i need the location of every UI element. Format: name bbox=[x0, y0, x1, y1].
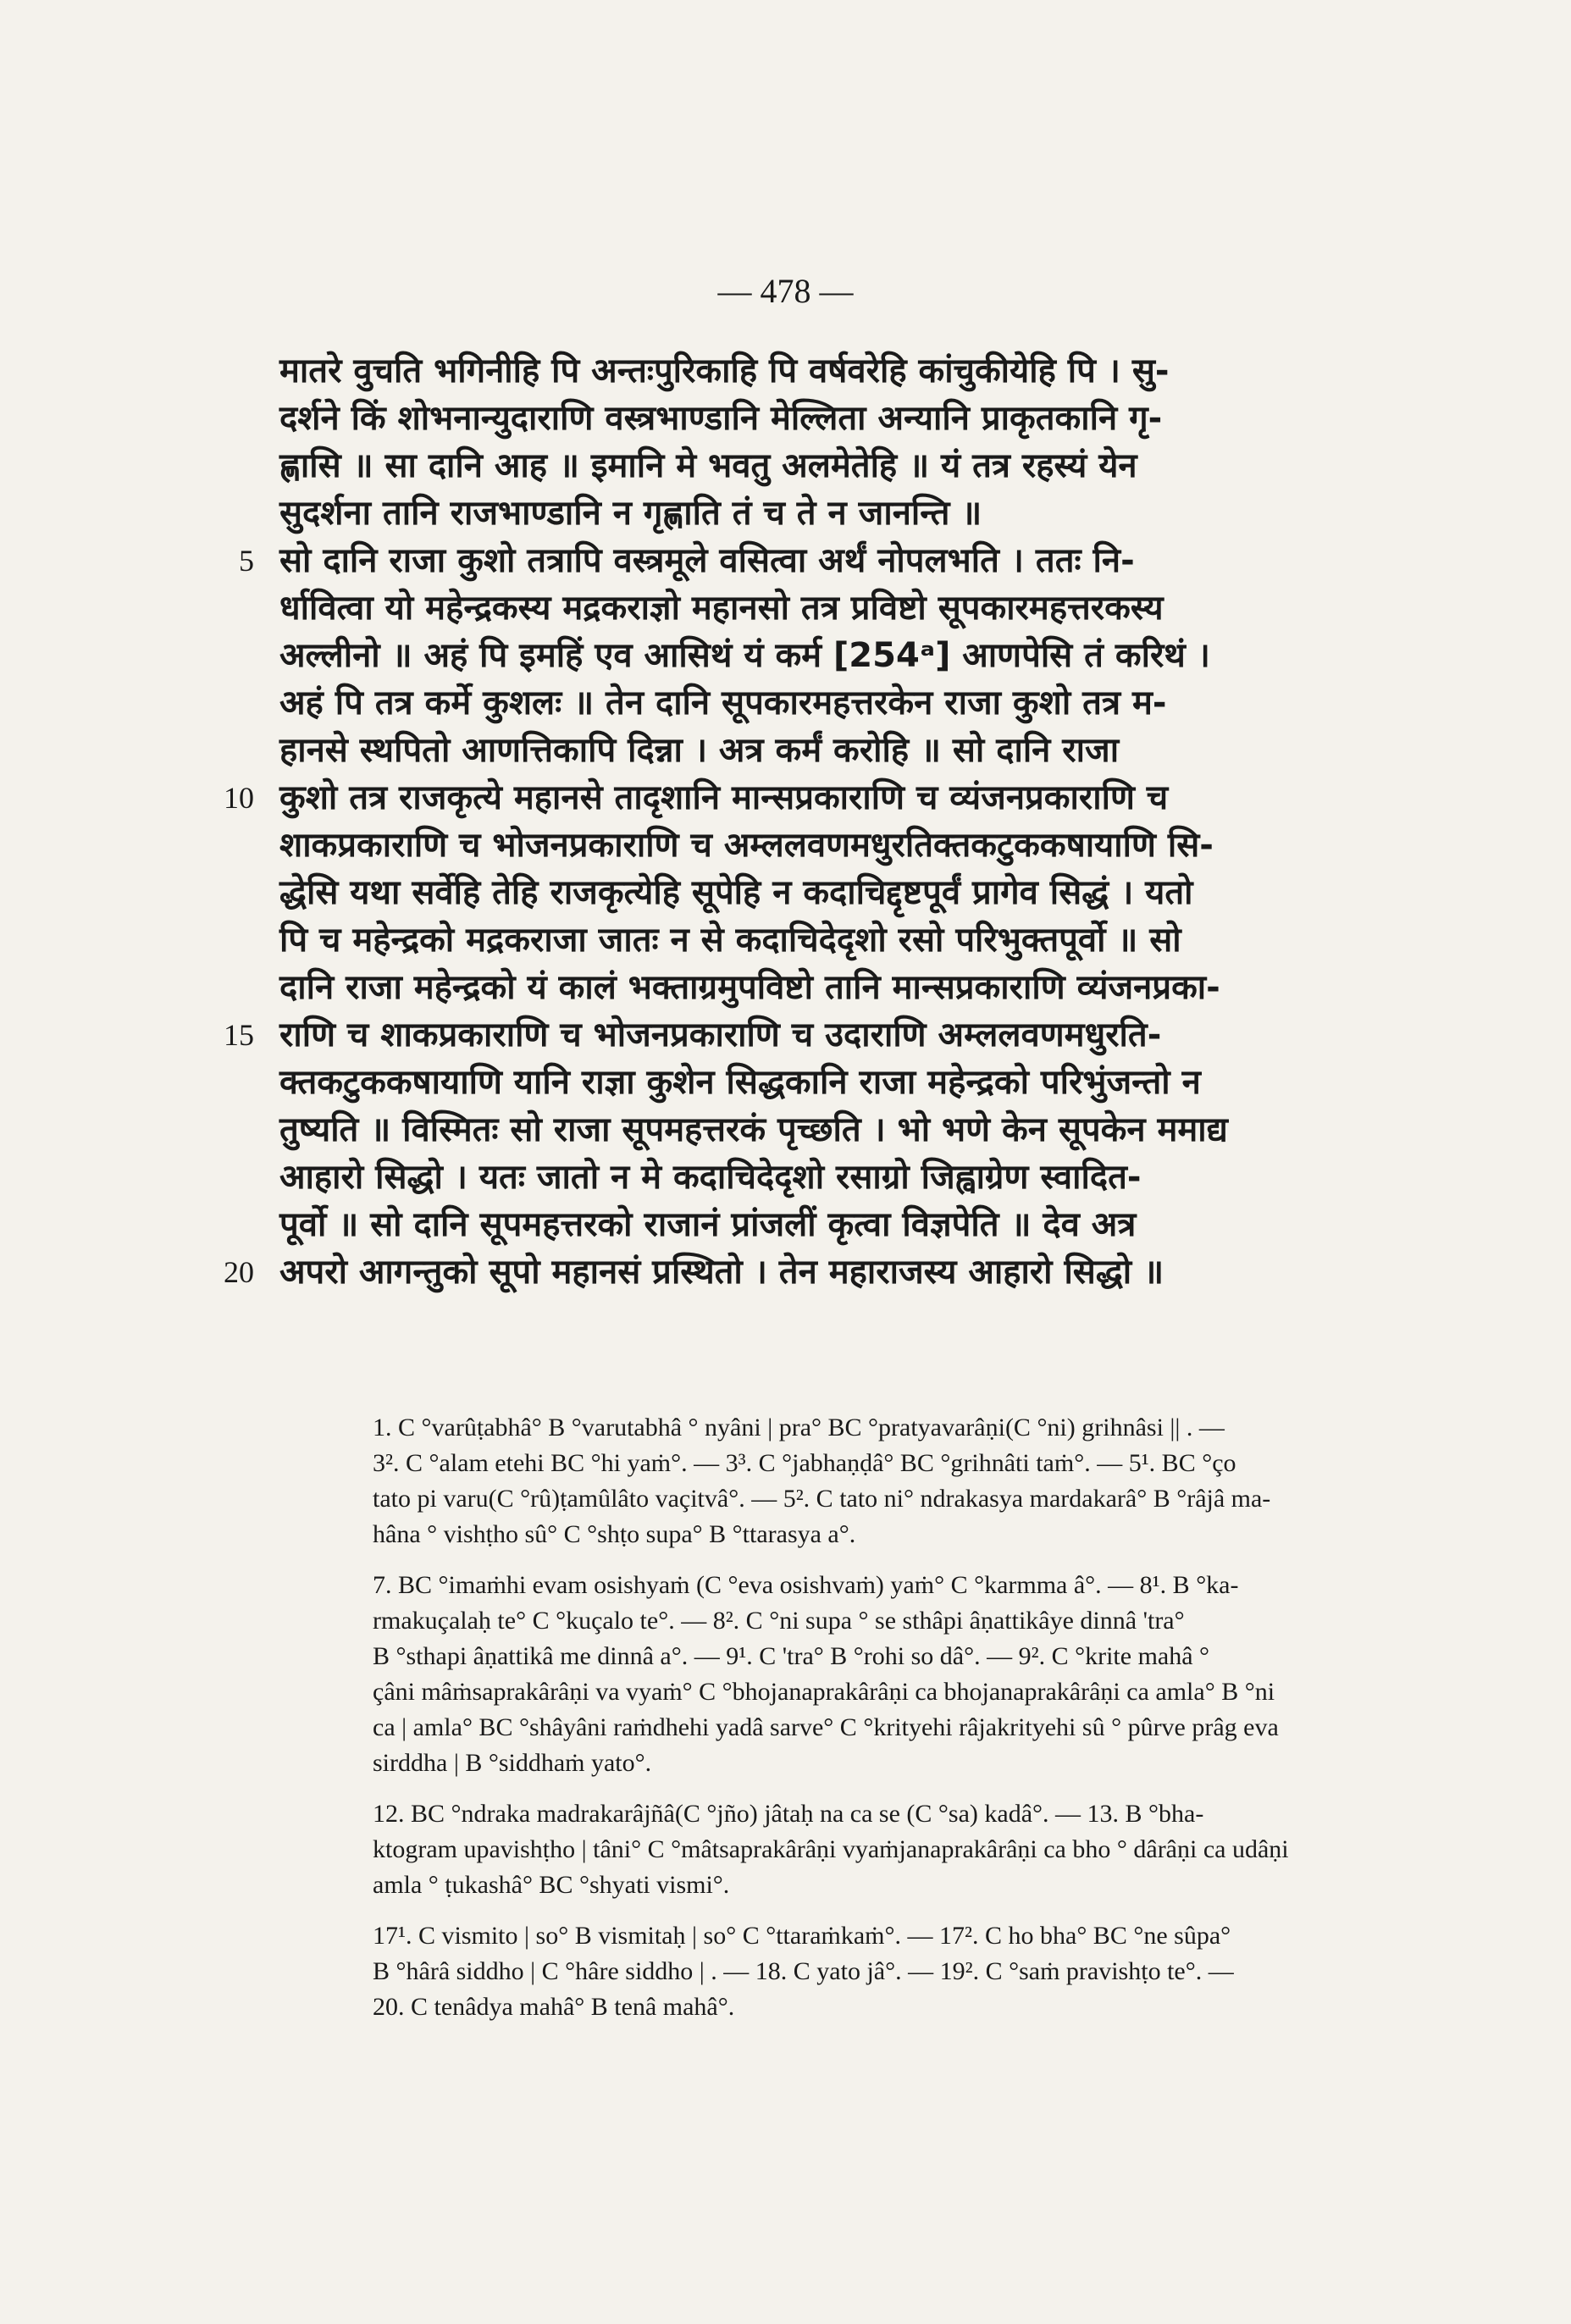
line-number: 5 bbox=[239, 544, 254, 578]
line-text: आहारो सिद्धो । यतः जातो न मे कदाचिदेदृशो रसाग्रो जिह्वाग्रेण स्वादित- bbox=[279, 1158, 1142, 1197]
line-text: सुदर्शना तानि राजभाण्डानि न गृह्णाति तं च ते न जानन्ति ॥ bbox=[279, 494, 982, 533]
line-number: 20 bbox=[224, 1255, 254, 1289]
footnote-line: ktogram upavishṭho | tâni° C °mâtsaprakârâṇi vyaṁjanaprakârâṇi ca bho ° dârâṇi ca udâṇi bbox=[373, 1835, 1289, 1863]
line-text: मातरे वुचति भगिनीहि पि अन्तःपुरिकाहि पि वर्षवरेहि कांचुकीयेहि पि । सु- bbox=[279, 351, 1170, 390]
text-line bbox=[279, 916, 1440, 964]
text-line bbox=[279, 1059, 1440, 1106]
footnote-group bbox=[373, 1568, 1423, 1781]
footnote-line: ca | amla° BC °shâyâni raṁdhehi yadâ sarve° C °krityehi râjakrityehi sû ° pûrve prâg eva bbox=[373, 1713, 1279, 1741]
text-line bbox=[239, 537, 1440, 584]
line-number: 15 bbox=[224, 1018, 254, 1052]
text-line bbox=[279, 869, 1440, 916]
text-line bbox=[279, 632, 1440, 679]
text-line bbox=[279, 1106, 1440, 1154]
footnote-line: 1. C °varûṭabhâ° B °varutabhâ ° nyâni | pra° BC °pratyavarâṇi(C °ni) grihnâsi || . — bbox=[373, 1414, 1225, 1441]
text-line bbox=[279, 727, 1440, 774]
footnote-line: B °sthapi âṇattikâ me dinnâ a°. — 9¹. C 'tra° B °rohi so dâ°. — 9². C °krite mahâ ° bbox=[373, 1642, 1210, 1670]
footnote-line: 3². C °alam etehi BC °hi yaṁ°. — 3³. C °jabhaṇḍâ° BC °grihnâti taṁ°. — 5¹. BC °ço bbox=[373, 1449, 1236, 1477]
footnote-line: hâna ° vishṭho sû° C °shṭo supa° B °ttarasya a°. bbox=[373, 1520, 856, 1548]
text-line bbox=[279, 1201, 1440, 1248]
footnote-group bbox=[373, 1918, 1423, 2025]
text-line bbox=[279, 679, 1440, 727]
line-text: कुशो तत्र राजकृत्ये महानसे तादृशानि मान्सप्रकाराणि च व्यंजनप्रकाराणि च bbox=[279, 778, 1169, 817]
line-text: राणि च शाकप्रकाराणि च भोजनप्रकाराणि च उदाराणि अम्ललवणमधुरति- bbox=[279, 1015, 1162, 1054]
text-line bbox=[279, 1154, 1440, 1201]
text-line bbox=[279, 395, 1440, 442]
text-line bbox=[279, 822, 1440, 869]
line-text: दानि राजा महेन्द्रको यं कालं भक्ताग्रमुपविष्टो तानि मान्सप्रकाराणि व्यंजनप्रका- bbox=[279, 968, 1220, 1007]
page-number: — 478 — bbox=[717, 272, 854, 310]
text-line bbox=[224, 774, 1440, 822]
text-line bbox=[279, 490, 1440, 537]
line-text: दर्शने किं शोभनान्युदाराणि वस्त्रभाण्डानि मेल्लिता अन्यानि प्राकृतकानि गृ- bbox=[279, 399, 1163, 438]
line-text: ह्णासि ॥ सा दानि आह ॥ इमानि मे भवतु अलमेतेहि ॥ यं तत्र रहस्यं येन bbox=[279, 446, 1137, 485]
line-text: पूर्वो ॥ सो दानि सूपमहत्तरको राजानं प्रांजलीं कृत्वा विज्ञपेति ॥ देव अत्र bbox=[279, 1205, 1137, 1244]
line-text: क्तकटुककषायाणि यानि राज्ञा कुशेन सिद्धकानि राजा महेन्द्रको परिभुंजन्तो न bbox=[279, 1063, 1201, 1102]
line-text: पि च महेन्द्रको मद्रकराजा जातः न से कदाचिदेदृशो रसो परिभुक्तपूर्वो ॥ सो bbox=[279, 921, 1181, 960]
main-text bbox=[224, 347, 1440, 1296]
footnote-line: 20. C tenâdya mahâ° B tenâ mahâ°. bbox=[373, 1993, 735, 2021]
footnote-group bbox=[373, 1410, 1423, 1552]
footnote-line: çâni mâṁsaprakârâṇi va vyaṁ° C °bhojanaprakârâṇi ca bhojanaprakârâṇi ca amla° B °ni bbox=[373, 1678, 1275, 1706]
line-number: 10 bbox=[224, 781, 254, 815]
footnote-line: 7. BC °imaṁhi evam osishyaṁ (C °eva osishvaṁ) yaṁ° C °karmma â°. — 8¹. B °ka- bbox=[373, 1571, 1239, 1599]
line-text: तुष्यति ॥ विस्मितः सो राजा सूपमहत्तरकं पृच्छति । भो भणे केन सूपकेन ममाद्य bbox=[279, 1110, 1228, 1149]
line-text: र्धावित्वा यो महेन्द्रकस्य मद्रकराज्ञो महानसो तत्र प्रविष्टो सूपकारमहत्तरकस्य bbox=[279, 589, 1164, 628]
line-text: अहं पि तत्र कर्मे कुशलः ॥ तेन दानि सूपकारमहत्तरकेन राजा कुशो तत्र म- bbox=[279, 683, 1167, 722]
footnote-line: B °hârâ siddho | C °hâre siddho | . — 18. C yato jâ°. — 19². C °saṁ pravishṭo te°. — bbox=[373, 1957, 1234, 1985]
footnote-group bbox=[373, 1796, 1423, 1903]
footnote-line: amla ° ṭukashâ° BC °shyati vismi°. bbox=[373, 1871, 730, 1899]
text-line bbox=[279, 964, 1440, 1011]
text-line bbox=[279, 442, 1440, 490]
footnote-line: sirddha | B °siddhaṁ yato°. bbox=[373, 1749, 652, 1777]
footnotes bbox=[373, 1410, 1423, 2040]
line-text: अपरो आगन्तुको सूपो महानसं प्रस्थितो । तेन महाराजस्य आहारो सिद्धो ॥ bbox=[279, 1253, 1164, 1292]
text-line bbox=[224, 1011, 1440, 1059]
footnote-line: 12. BC °ndraka madrakarâjñâ(C °jño) jâtaḥ na ca se (C °sa) kadâ°. — 13. B °bha- bbox=[373, 1800, 1204, 1828]
line-text: द्धेसि यथा सर्वेहि तेहि राजकृत्येहि सूपेहि न कदाचिद्दृष्टपूर्वं प्रागेव सिद्धं । यतो bbox=[279, 873, 1193, 912]
footnote-line: 17¹. C vismito | so° B vismitaḥ | so° C °ttaraṁkaṁ°. — 17². C ho bha° BC °ne sûpa° bbox=[373, 1922, 1231, 1950]
line-text: अल्लीनो ॥ अहं पि इमहिं एव आसिथं यं कर्म [254ᵃ] आणपेसि तं करिथं । bbox=[279, 636, 1210, 675]
footnote-line: tato pi varu(C °rû)ṭamûlâto vaçitvâ°. — 5². C tato ni° ndrakasya mardakarâ° B °râjâ ma- bbox=[373, 1485, 1271, 1513]
line-text: सो दानि राजा कुशो तत्रापि वस्त्रमूले वसित्वा अर्थं नोपलभति । ततः नि- bbox=[279, 541, 1135, 580]
line-text: शाकप्रकाराणि च भोजनप्रकाराणि च अम्ललवणमधुरतिक्तकटुककषायाणि सि- bbox=[279, 826, 1214, 865]
footnote-line: rmakuçalaḥ te° C °kuçalo te°. — 8². C °ni supa ° se sthâpi âṇattikâye dinnâ 'tra° bbox=[373, 1607, 1185, 1635]
line-text: हानसे स्थपितो आणत्तिकापि दिन्ना । अत्र कर्मं करोहि ॥ सो दानि राजा bbox=[279, 731, 1120, 770]
text-line bbox=[224, 1248, 1440, 1296]
text-line bbox=[279, 584, 1440, 632]
text-line bbox=[279, 347, 1440, 395]
